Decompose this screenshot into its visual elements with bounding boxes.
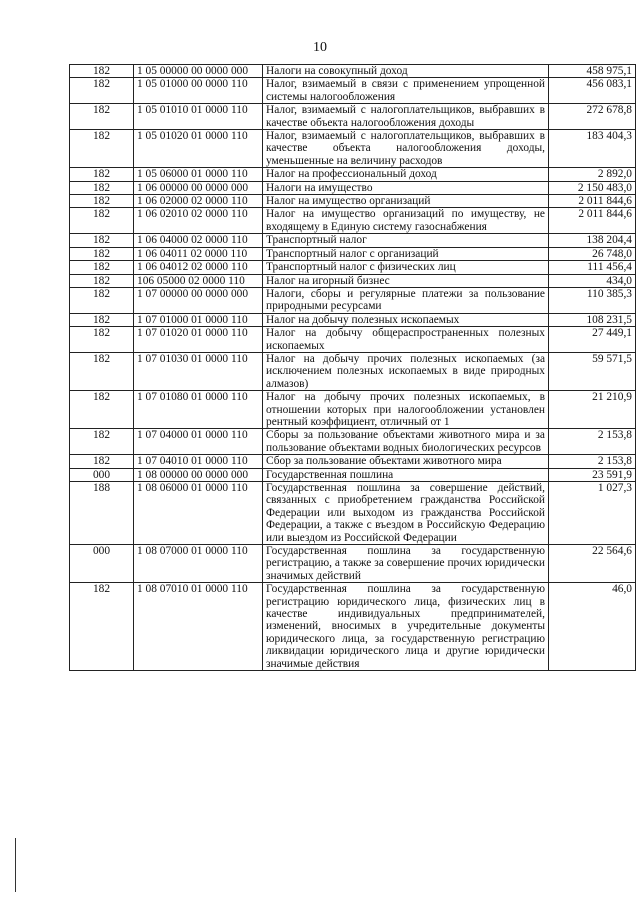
amount-cell: 59 571,5: [549, 352, 636, 390]
table-row: [70, 274, 636, 287]
table-row: [70, 455, 636, 468]
revenue-name-cell: Налог на добычу прочих полезных ископаемых, в отношении которых при налогообложении установлен рентный коэффициент, отличный от 1: [263, 391, 549, 429]
table-row: [70, 391, 636, 429]
revenue-table: [69, 64, 636, 671]
admin-code-cell: 182: [70, 429, 134, 455]
budget-code-cell: 1 07 04010 01 0000 110: [134, 455, 263, 468]
admin-code-cell: 182: [70, 352, 134, 390]
admin-code-cell: 182: [70, 208, 134, 234]
revenue-name-cell: Сбор за пользование объектами животного мира: [263, 455, 549, 468]
table-row: [70, 181, 636, 194]
amount-cell: 272 678,8: [549, 104, 636, 130]
table-row: [70, 104, 636, 130]
admin-code-cell: 182: [70, 583, 134, 671]
revenue-name-cell: Налог на игорный бизнес: [263, 274, 549, 287]
budget-code-cell: 106 05000 02 0000 110: [134, 274, 263, 287]
budget-code-cell: 1 06 00000 00 0000 000: [134, 181, 263, 194]
admin-code-cell: 182: [70, 327, 134, 353]
budget-code-cell: 1 07 01030 01 0000 110: [134, 352, 263, 390]
revenue-name-cell: Государственная пошлина за совершение действий, связанных с приобретением гражданства Российской Федерации или выходом из гражданства Российской Федерации, а также с въездом в Российскую Федерацию или выездом из Российской Федерации: [263, 482, 549, 545]
budget-code-cell: 1 08 07000 01 0000 110: [134, 545, 263, 583]
revenue-name-cell: Налоги на имущество: [263, 181, 549, 194]
budget-code-cell: 1 05 00000 00 0000 000: [134, 65, 263, 78]
amount-cell: 26 748,0: [549, 247, 636, 260]
table-row: [70, 78, 636, 104]
amount-cell: 108 231,5: [549, 313, 636, 326]
admin-code-cell: 182: [70, 65, 134, 78]
table-row: [70, 468, 636, 481]
revenue-table-body: [70, 65, 636, 671]
budget-code-cell: 1 05 06000 01 0000 110: [134, 168, 263, 181]
admin-code-cell: 182: [70, 181, 134, 194]
admin-code-cell: 182: [70, 130, 134, 168]
amount-cell: 2 153,8: [549, 455, 636, 468]
amount-cell: 458 975,1: [549, 65, 636, 78]
revenue-name-cell: Налог на добычу прочих полезных ископаемых (за исключением полезных ископаемых в виде природных алмазов): [263, 352, 549, 390]
budget-code-cell: 1 07 00000 00 0000 000: [134, 287, 263, 313]
amount-cell: 27 449,1: [549, 327, 636, 353]
budget-code-cell: 1 06 04000 02 0000 110: [134, 234, 263, 247]
budget-code-cell: 1 05 01010 01 0000 110: [134, 104, 263, 130]
admin-code-cell: 182: [70, 195, 134, 208]
amount-cell: 434,0: [549, 274, 636, 287]
table-row: [70, 313, 636, 326]
table-row: [70, 65, 636, 78]
budget-code-cell: 1 08 00000 00 0000 000: [134, 468, 263, 481]
table-row: [70, 327, 636, 353]
revenue-name-cell: Налоги, сборы и регулярные платежи за пользование природными ресурсами: [263, 287, 549, 313]
table-row: [70, 429, 636, 455]
table-row: [70, 352, 636, 390]
budget-code-cell: 1 06 04011 02 0000 110: [134, 247, 263, 260]
table-row: [70, 583, 636, 671]
admin-code-cell: 182: [70, 234, 134, 247]
admin-code-cell: 182: [70, 104, 134, 130]
amount-cell: 2 150 483,0: [549, 181, 636, 194]
budget-code-cell: 1 07 01000 01 0000 110: [134, 313, 263, 326]
amount-cell: 21 210,9: [549, 391, 636, 429]
amount-cell: 138 204,4: [549, 234, 636, 247]
budget-code-cell: 1 05 01020 01 0000 110: [134, 130, 263, 168]
revenue-name-cell: Налог, взимаемый с налогоплательщиков, выбравших в качестве объекта налогообложения доходы: [263, 104, 549, 130]
admin-code-cell: 000: [70, 468, 134, 481]
amount-cell: 456 083,1: [549, 78, 636, 104]
margin-line: [15, 838, 16, 892]
revenue-name-cell: Государственная пошлина за государственную регистрацию, а также за совершение прочих юридически значимых действий: [263, 545, 549, 583]
revenue-name-cell: Государственная пошлина: [263, 468, 549, 481]
amount-cell: 183 404,3: [549, 130, 636, 168]
budget-code-cell: 1 08 06000 01 0000 110: [134, 482, 263, 545]
amount-cell: 2 011 844,6: [549, 195, 636, 208]
admin-code-cell: 182: [70, 313, 134, 326]
page-number: 10: [313, 40, 327, 55]
table-row: [70, 287, 636, 313]
revenue-name-cell: Государственная пошлина за государственную регистрацию юридического лица, физических лиц в качестве индивидуальных предпринимателей, изменений, вносимых в учредительные документы юридического лица, за государственную регистрацию ликвидации юридического лица и другие юридически значимые действия: [263, 583, 549, 671]
revenue-name-cell: Транспортный налог с физических лиц: [263, 261, 549, 274]
admin-code-cell: 182: [70, 287, 134, 313]
budget-code-cell: 1 06 04012 02 0000 110: [134, 261, 263, 274]
revenue-name-cell: Налог на добычу общераспространенных полезных ископаемых: [263, 327, 549, 353]
admin-code-cell: 182: [70, 455, 134, 468]
admin-code-cell: 182: [70, 78, 134, 104]
revenue-name-cell: Налог на добычу полезных ископаемых: [263, 313, 549, 326]
admin-code-cell: 182: [70, 168, 134, 181]
table-row: [70, 130, 636, 168]
admin-code-cell: 182: [70, 391, 134, 429]
amount-cell: 46,0: [549, 583, 636, 671]
admin-code-cell: 182: [70, 261, 134, 274]
revenue-name-cell: Налог на имущество организаций: [263, 195, 549, 208]
table-row: [70, 234, 636, 247]
amount-cell: 1 027,3: [549, 482, 636, 545]
table-row: [70, 261, 636, 274]
budget-code-cell: 1 06 02000 02 0000 110: [134, 195, 263, 208]
amount-cell: 110 385,3: [549, 287, 636, 313]
table-row: [70, 482, 636, 545]
budget-code-cell: 1 07 04000 01 0000 110: [134, 429, 263, 455]
table-row: [70, 208, 636, 234]
table-row: [70, 545, 636, 583]
amount-cell: 22 564,6: [549, 545, 636, 583]
revenue-name-cell: Налог, взимаемый в связи с применением упрощенной системы налогообложения: [263, 78, 549, 104]
revenue-name-cell: Налог, взимаемый с налогоплательщиков, выбравших в качестве объекта налогообложения доходы, уменьшенные на величину расходов: [263, 130, 549, 168]
amount-cell: 23 591,9: [549, 468, 636, 481]
amount-cell: 2 892,0: [549, 168, 636, 181]
amount-cell: 2 011 844,6: [549, 208, 636, 234]
table-row: [70, 168, 636, 181]
admin-code-cell: 000: [70, 545, 134, 583]
admin-code-cell: 182: [70, 247, 134, 260]
table-row: [70, 247, 636, 260]
budget-code-cell: 1 06 02010 02 0000 110: [134, 208, 263, 234]
amount-cell: 111 456,4: [549, 261, 636, 274]
budget-code-cell: 1 07 01080 01 0000 110: [134, 391, 263, 429]
budget-code-cell: 1 08 07010 01 0000 110: [134, 583, 263, 671]
revenue-name-cell: Транспортный налог с организаций: [263, 247, 549, 260]
revenue-name-cell: Налог на имущество организаций по имуществу, не входящему в Единую систему газоснабжения: [263, 208, 549, 234]
revenue-name-cell: Транспортный налог: [263, 234, 549, 247]
admin-code-cell: 188: [70, 482, 134, 545]
admin-code-cell: 182: [70, 274, 134, 287]
revenue-name-cell: Сборы за пользование объектами животного мира и за пользование объектами водных биологических ресурсов: [263, 429, 549, 455]
revenue-name-cell: Налоги на совокупный доход: [263, 65, 549, 78]
amount-cell: 2 153,8: [549, 429, 636, 455]
revenue-name-cell: Налог на профессиональный доход: [263, 168, 549, 181]
table-row: [70, 195, 636, 208]
budget-code-cell: 1 05 01000 00 0000 110: [134, 78, 263, 104]
budget-code-cell: 1 07 01020 01 0000 110: [134, 327, 263, 353]
